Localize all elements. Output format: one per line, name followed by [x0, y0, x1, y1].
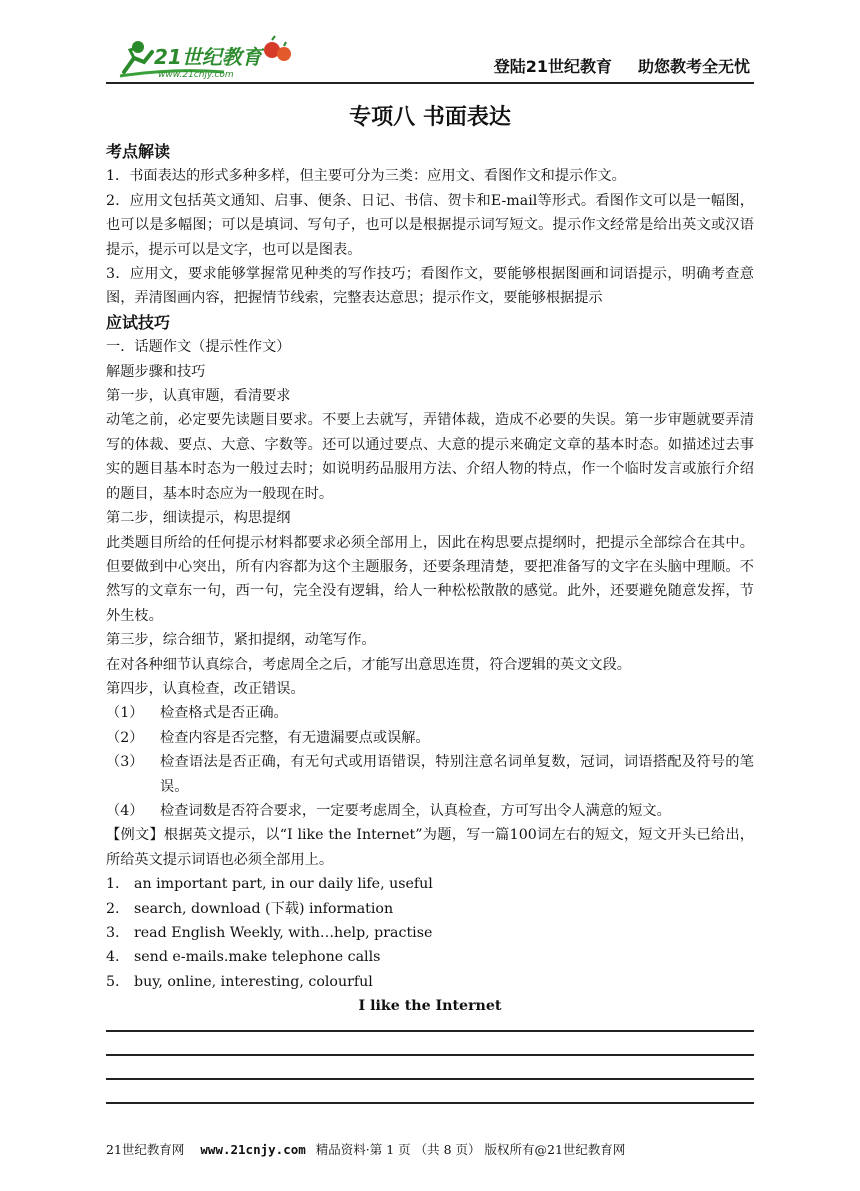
- writing-line: [106, 1102, 754, 1104]
- hint-item: [106, 970, 754, 994]
- paragraph: 2．应用文包括英文通知、启事、便条、日记、书信、贺卡和E-mail等形式。看图作文可以是一幅图，也可以是多幅图；可以是填词、写句子，也可以是根据提示词写短文。提示作文经常是给出英文或汉语提示，提示可以是文字，也可以是图表。: [106, 192, 754, 258]
- check-item: [106, 750, 754, 799]
- check-text: 检查内容是否完整，有无遗漏要点或误解。: [160, 729, 430, 746]
- paragraph: 此类题目所给的任何提示材料都要求必须全部用上，因此在构思要点提纲时，把提示全部综合在其中。但要做到中心突出，所有内容都为这个主题服务，还要条理清楚，要把准备写的文字在头脑中理顺。不然写的文章东一句，西一句，完全没有逻辑，给人一种松松散散的感觉。此外，还要避免随意发挥，节外生枝。: [106, 534, 754, 624]
- hint-item: [106, 872, 754, 896]
- logo-text: 21世纪教育: [154, 45, 262, 69]
- paragraph: 1．书面表达的形式多种多样，但主要可分为三类：应用文、看图作文和提示作文。: [106, 168, 626, 185]
- check-item: [106, 701, 754, 725]
- footer-right: 精品资料·第 1 页 （共 8 页） 版权所有@21世纪教育网: [315, 1142, 626, 1157]
- logo-21cnjy: [114, 32, 314, 82]
- writing-line: [106, 1054, 754, 1056]
- slogan-left: 登陆21世纪教育: [493, 57, 612, 76]
- check-text: 检查词数是否符合要求，一定要考虑周全，认真检查，方可写出令人满意的短文。: [160, 802, 671, 819]
- essay-title: I like the Internet: [358, 998, 502, 1015]
- check-text: 检查语法是否正确，有无句式或用语错误，特别注意名词单复数，冠词，词语搭配及符号的笔误。: [160, 754, 754, 795]
- hint-num: 1.: [106, 876, 120, 893]
- step-title: 第一步，认真审题，看清要求: [106, 388, 291, 405]
- check-num: （2）: [106, 729, 144, 746]
- subheading: 解题步骤和技巧: [106, 363, 206, 380]
- example-intro: 【例文】根据英文提示，以“I like the Internet”为题，写一篇100词左右的短文，短文开头已给出，所给英文提示词语也必须全部用上。: [106, 827, 754, 868]
- page-header: [106, 30, 754, 84]
- footer-site-link[interactable]: www.21cnjy.com: [200, 1142, 306, 1157]
- step-title: 第三步，综合细节，紧扣提纲，动笔写作。: [106, 632, 376, 649]
- step-title: 第四步，认真检查，改正错误。: [106, 680, 305, 697]
- hint-item: [106, 945, 754, 969]
- paragraph: 在对各种细节认真综合，考虑周全之后，才能写出意思连贯，符合逻辑的英文文段。: [106, 656, 631, 673]
- subheading: 一．话题作文（提示性作文）: [106, 339, 291, 356]
- section-heading-kaodian: 考点解读: [106, 142, 171, 161]
- hint-item: [106, 921, 754, 945]
- document-body: [106, 140, 754, 1019]
- footer-left: 21世纪教育网: [106, 1142, 185, 1157]
- section-heading-yingshi: 应试技巧: [106, 312, 171, 332]
- hint-item: [106, 897, 754, 921]
- writing-line: [106, 1030, 754, 1032]
- paragraph: 3．应用文，要求能够掌握常见种类的写作技巧；看图作文，要能够根据图画和词语提示，明确考查意图，弄清图画内容，把握情节线索，完整表达意思；提示作文，要能够根据提示: [106, 266, 754, 307]
- logo-url: www.21cnjy.com: [158, 70, 234, 80]
- hint-num: 5.: [106, 973, 120, 990]
- writing-line: [106, 1078, 754, 1080]
- step-title: 第二步，细读提示，构思提纲: [106, 510, 291, 527]
- check-item: [106, 799, 754, 823]
- header-slogan: [468, 54, 750, 77]
- hint-text: an important part, in our daily life, useful: [134, 876, 433, 893]
- hint-num: 3.: [106, 925, 120, 941]
- paragraph: 动笔之前，必定要先读题目要求。不要上去就写，弄错体裁，造成不必要的失误。第一步审题就要弄清写的体裁、要点、大意、字数等。还可以通过要点、大意的提示来确定文章的基本时态。如描述过去事实的题目基本时态为一般过去时；如说明药品服用方法、介绍人物的特点，作一个临时发言或旅行介绍的题目，基本时态应为一般现在时。: [106, 412, 754, 502]
- hint-text: buy, online, interesting, colourful: [134, 973, 373, 990]
- check-item: [106, 726, 754, 750]
- check-num: （4）: [106, 802, 144, 819]
- hint-text: read English Weekly, with…help, practise: [134, 925, 433, 941]
- slogan-right: 助您教考全无忧: [637, 57, 750, 76]
- check-text: 检查格式是否正确。: [160, 705, 288, 722]
- hint-text: search, download (下载) information: [134, 900, 394, 917]
- page-footer: [106, 1140, 754, 1158]
- hint-num: 2.: [106, 900, 120, 917]
- hint-num: 4.: [106, 949, 120, 966]
- page-title: 专项八 书面表达: [349, 105, 511, 130]
- check-num: （3）: [106, 754, 144, 771]
- hint-text: send e-mails.make telephone calls: [134, 949, 381, 966]
- check-num: （1）: [106, 705, 144, 722]
